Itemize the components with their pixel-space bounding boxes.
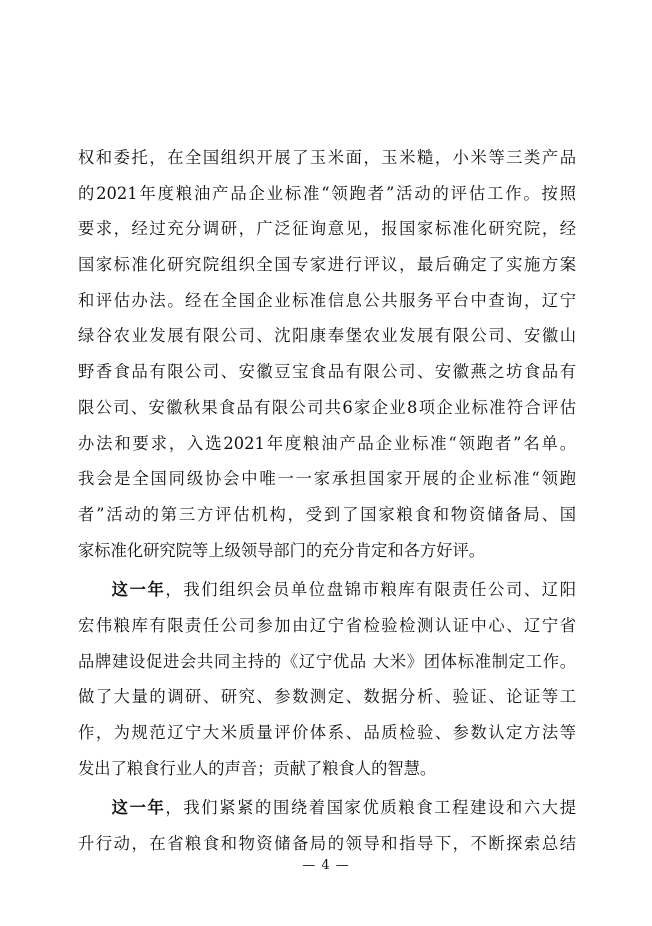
text-line: 家标准化研究院等上级领导部门的充分肯定和各方好评。 [78, 540, 486, 560]
text-line: 和评估办法。经在全国企业标准信息公共服务平台中查询，辽宁 [78, 290, 576, 310]
text-line: 办法和要求，入选2021年度粮油产品企业标准“领跑者”名单。 [78, 433, 576, 453]
text-line-first [78, 572, 576, 608]
text-line-first [78, 790, 576, 826]
text-line: 我会是全国同级协会中唯一一家承担国家开展的企业标准“领跑 [78, 469, 576, 489]
paragraph-lead: 这一年 [110, 580, 166, 600]
body-text [78, 140, 576, 862]
paragraph-first-rest: ，我们组织会员单位盘锦市粮库有限责任公司、辽阳 [165, 580, 576, 600]
text-line: 的2021年度粮油产品企业标准“领跑者”活动的评估工作。按照 [78, 183, 576, 203]
text-line: 升行动，在省粮食和物资储备局的领导和指导下，不断探索总结 [78, 834, 576, 854]
text-line: 国家标准化研究院组织全国专家进行评议，最后确定了实施方案 [78, 255, 576, 275]
text-line: 野香食品有限公司、安徽豆宝食品有限公司、安徽燕之坊食品有 [78, 362, 576, 382]
paragraph-1 [78, 140, 576, 568]
text-line: 权和委托，在全国组织开展了玉米面，玉米糙，小米等三类产品 [78, 148, 576, 167]
paragraph-first-rest: ，我们紧紧的围绕着国家优质粮食工程建设和六大提 [165, 798, 576, 818]
paragraph-3 [78, 790, 576, 861]
text-line: 绿谷农业发展有限公司、沈阳康奉堡农业发展有限公司、安徽山 [78, 326, 576, 346]
text-line: 者”活动的第三方评估机构，受到了国家粮食和物资储备局、国 [78, 504, 576, 524]
text-line: 作，为规范辽宁大米质量评价体系、品质检验、参数认定方法等 [78, 723, 576, 742]
text-line: 发出了粮食行业人的声音；贡献了粮食人的智慧。 [78, 758, 437, 778]
paragraph-lead: 这一年 [110, 798, 166, 818]
text-line: 限公司、安徽秋果食品有限公司共6家企业8项企业标准符合评估 [78, 397, 576, 417]
page-number: — 4 — [302, 858, 350, 873]
paragraph-2 [78, 572, 576, 786]
text-line: 要求，经过充分调研，广泛征询意见，报国家标准化研究院，经 [78, 219, 576, 239]
text-line: 品牌建设促进会共同主持的《辽宁优品 大米》团体标准制定工作。 [78, 651, 576, 671]
text-line: 宏伟粮库有限责任公司参加由辽宁省检验检测认证中心、辽宁省 [78, 615, 576, 635]
text-line: 做了大量的调研、研究、参数测定、数据分析、验证、论证等工 [78, 687, 576, 707]
